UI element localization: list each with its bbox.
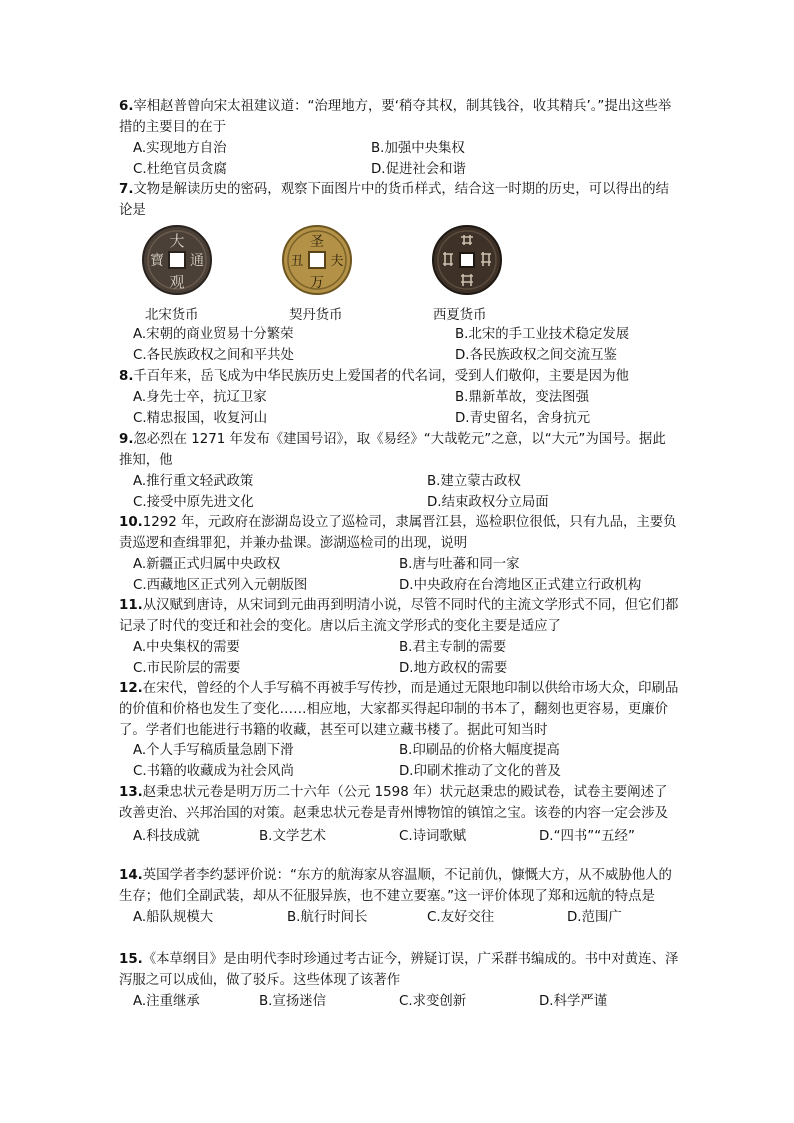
coin-khitan [281,224,353,323]
question-15 [119,950,679,1013]
option-b: B.北宋的手工业技术稳定发展 [455,327,630,342]
option-b: B.文学艺术 [259,828,327,844]
option-d: D.地方政权的需要 [399,660,508,676]
coin-glyph: 夫 [330,254,344,269]
option-d: D.科学严谨 [539,993,608,1009]
options-row [119,325,679,346]
option-a: A.个人手写稿质量急剧下滑 [133,743,294,759]
option-a: A.推行重文轻武政策 [133,473,254,489]
options-row [119,659,679,680]
option-c: C.友好交往 [427,909,495,925]
option-c: C.各民族政权之间和平共处 [133,348,294,363]
question-13 [119,783,679,848]
option-d: D.青史留名，舍身抗元 [455,410,591,426]
option-b: B.唐与吐蕃和同一家 [399,556,520,572]
option-c: C.诗词歌赋 [399,828,467,844]
coin-image [141,224,213,296]
options-row [119,638,679,659]
question-11 [119,596,679,680]
coin-glyph: 通 [190,253,204,269]
question-stem: 忽必烈在 1271 年发布《建国号诏》，取《易经》“大哉乾元”之意，以“大元”为国号。据此推知，他 [119,432,666,468]
option-c: C.市民阶层的需要 [133,660,241,676]
question-6 [119,97,679,181]
option-d: D.印刷术推动了文化的普及 [399,764,561,780]
question-number: 6. [119,99,134,114]
option-b: B.印刷品的价格大幅度提高 [399,743,560,759]
question-number: 7. [119,182,134,197]
question-stem: 文物是解读历史的密码，观察下面图片中的货币样式，结合这一时期的历史，可以得出的结论是 [119,182,670,218]
option-d: D.促进社会和谐 [371,161,466,177]
question-number: 14. [119,868,143,883]
option-a: A.新疆正式归属中央政权 [133,556,281,572]
question-9 [119,430,679,514]
coin-glyph: 大 [169,232,185,250]
option-c: C.求变创新 [399,993,467,1009]
coin-images [119,224,679,328]
options-row [119,555,679,576]
coin-caption: 北宋货币 [145,308,199,323]
options-row [119,160,679,181]
question-number: 11. [119,598,143,613]
coin-image [281,224,353,296]
question-stem: 英国学者李约瑟评价说：“东方的航海家从容温顺，不记前仇，慷慨大方，从不威胁他人的生存；他们全副武装，却从不征服异族，也不建立要塞。”这一评价体现了郑和远航的特点是 [119,868,672,904]
coin-glyph: 万 [310,275,324,291]
coin-glyph: 丑 [290,254,304,269]
coin-western-xia [431,224,503,323]
options-row [119,388,679,409]
option-d: D.范围广 [567,909,622,925]
option-b: B.鼎新革故，变法图强 [455,389,589,405]
option-c: C.精忠报国，收复河山 [133,410,268,426]
option-a: A.科技成就 [133,828,200,844]
option-b: B.建立蒙古政权 [427,473,521,489]
options-row [119,139,679,160]
option-a: A.中央集权的需要 [133,639,240,655]
coin-glyph: 圣 [310,234,324,250]
coin-caption: 西夏货币 [433,308,487,323]
question-10 [119,513,679,597]
question-stem: 在宋代，曾经的个人手写稿不再被手写传抄，而是通过无限地印制以供给市场大众，印刷品的价值和价格也发生了变化……相应地，大家都买得起印制的书本了，翻刻也更容易，更廉价了。学者们也能进行书籍的收藏，甚至可以建立藏书楼了。据此可知当时 [119,681,679,738]
options-row [119,762,679,783]
question-stem: 宰相赵普曾向宋太祖建议道：“治理地方，要‘稍夺其权，制其钱谷，收其精兵’。”提出这些举措的主要目的在于 [119,99,672,135]
option-b: B.加强中央集权 [371,140,465,156]
question-number: 12. [119,681,143,696]
option-d: D.各民族政权之间交流互鉴 [455,348,617,363]
question-7 [119,180,679,222]
question-12 [119,679,679,783]
option-c: C.杜绝官员贪腐 [133,161,227,177]
options-row [119,493,679,514]
options-row [119,576,679,597]
option-c: C.接受中原先进文化 [133,494,254,510]
coin-glyph: 观 [169,273,185,291]
options-row [119,472,679,493]
question-14 [119,866,679,929]
option-b: B.宣扬迷信 [259,993,327,1009]
option-a: A.船队规模大 [133,909,214,925]
option-a: A.注重继承 [133,993,200,1009]
options-row [119,827,679,848]
question-stem: 《本草纲目》是由明代李时珍通过考古证今，辨疑订误，广采群书编成的。书中对黄连、泽泻服之可以成仙，做了驳斥。这些体现了该著作 [119,952,679,988]
coin-glyph: 寶 [150,253,164,269]
question-number: 13. [119,785,143,800]
question-8 [119,367,679,430]
question-number: 8. [119,369,134,384]
options-row [119,346,679,367]
option-b: B.航行时间长 [287,909,368,925]
question-number: 9. [119,432,134,447]
coin-northern-song [141,224,213,323]
options-row [119,908,679,929]
option-a: A.宋朝的商业贸易十分繁荣 [133,327,294,342]
question-stem: 千百年来，岳飞成为中华民族历史上爱国者的代名词，受到人们敬仰，主要是因为他 [133,369,629,384]
option-d: D.结束政权分立局面 [427,494,549,510]
option-b: B.君主专制的需要 [399,639,507,655]
question-number: 15. [119,952,143,967]
coin-caption: 契丹货币 [289,308,343,323]
option-c: C.西藏地区正式列入元朝版图 [133,577,308,593]
options-row [119,741,679,762]
options-row [119,992,679,1013]
question-stem: 从汉赋到唐诗，从宋词到元曲再到明清小说，尽管不同时代的主流文学形式不同，但它们都记录了时代的变迁和社会的变化。唐以后主流文学形式的变化主要是适应了 [119,598,679,634]
option-d: D.“四书”“五经” [539,828,635,844]
coin-image [431,224,503,296]
options-row [119,409,679,430]
option-a: A.身先士卒，抗辽卫家 [133,389,267,405]
option-d: D.中央政府在台湾地区正式建立行政机构 [399,577,642,593]
question-stem: 赵秉忠状元卷是明万历二十六年（公元 1598 年）状元赵秉忠的殿试卷，试卷主要阐述了改善吏治、兴邦治国的对策。赵秉忠状元卷是青州博物馆的镇馆之宝。该卷的内容一定会涉及 [119,785,669,821]
option-c: C.书籍的收藏成为社会风尚 [133,764,294,780]
question-7-options [119,325,679,367]
option-a: A.实现地方自治 [133,140,227,156]
question-stem: 1292 年，元政府在澎湖岛设立了巡检司，隶属晋江县，巡检职位很低，只有九品，主要负责巡逻和查缉罪犯，并兼办盐课。澎湖巡检司的出现，说明 [119,515,677,551]
question-number: 10. [119,515,143,530]
